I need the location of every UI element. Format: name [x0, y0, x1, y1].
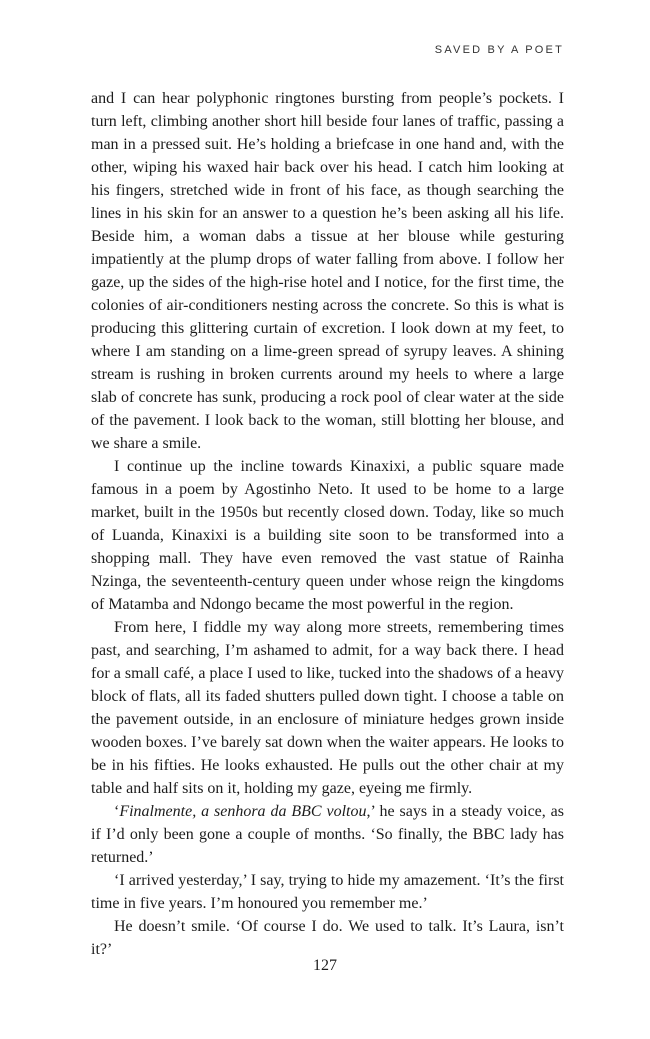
open-quote: ‘ [114, 803, 120, 820]
running-head: SAVED BY A POET [434, 44, 564, 56]
greeting-rest: ,’ he says in a steady voice, as if I’d only been gone a couple of months. ‘So finally, the BBC lady has returned.’ [91, 803, 564, 866]
paragraph-kinaxixi: I continue up the incline towards Kinaxixi, a public square made famous in a poem by Agostinho Neto. It used to be home to a large market, built in the 1950s but recently closed down. Today, like so much of Luanda, Kinaxixi is a building site soon to be transformed into a shopping mall. They have even removed the vast statue of Rainha Nzinga, the seventeenth-century queen under whose reign the kingdoms of Matamba and Ndongo became the most powerful in the region. [91, 458, 564, 613]
paragraph-reply: ‘I arrived yesterday,’ I say, trying to hide my amazement. ‘It’s the first time in five years. I’m honoured you remember me.’ [91, 872, 564, 912]
body-text [91, 87, 564, 961]
paragraph-cafe: From here, I fiddle my way along more streets, remembering times past, and searching, I’m ashamed to admit, for a way back there. I head for a small café, a place I used to like, tucked into the shadows of a heavy block of flats, all its faded shutters pulled down tight. I choose a table on the pavement outside, in an enclosure of miniature hedges grown inside wooden boxes. I’ve barely sat down when the waiter appears. He looks to be in his fifties. He looks exhausted. He pulls out the other chair at my table and half sits on it, holding my gaze, eyeing me firmly. [91, 619, 564, 797]
page-number: 127 [313, 957, 337, 974]
paragraph-waiter-greeting [91, 800, 564, 869]
portuguese-phrase: Finalmente, a senhora da BBC voltou [119, 803, 367, 820]
paragraph-continued: and I can hear polyphonic ringtones bursting from people’s pockets. I turn left, climbing another short hill beside four lanes of traffic, passing a man in a pressed suit. He’s holding a briefcase in one hand and, with the other, wiping his waxed hair back over his head. I catch him looking at his fingers, stretched wide in front of his face, as though searching the lines in his skin for an answer to a question he’s been asking all his life. Beside him, a woman dabs a tissue at her blouse while gesturing impatiently at the plump drops of water falling from above. I follow her gaze, up the sides of the high-rise hotel and I notice, for the first time, the colonies of air-conditioners nesting across the concrete. So this is what is producing this glittering curtain of excretion. I look down at my feet, to where I am standing on a lime-green spread of syrupy leaves. A shining stream is rushing in broken currents around my heels to where a large slab of concrete has sunk, producing a rock pool of clear water at the side of the pavement. I look back to the woman, still blotting her blouse, and we share a smile. [91, 90, 564, 452]
paragraph-waiter-response: He doesn’t smile. ‘Of course I do. We used to talk. It’s Laura, isn’t it?’ [91, 918, 564, 958]
